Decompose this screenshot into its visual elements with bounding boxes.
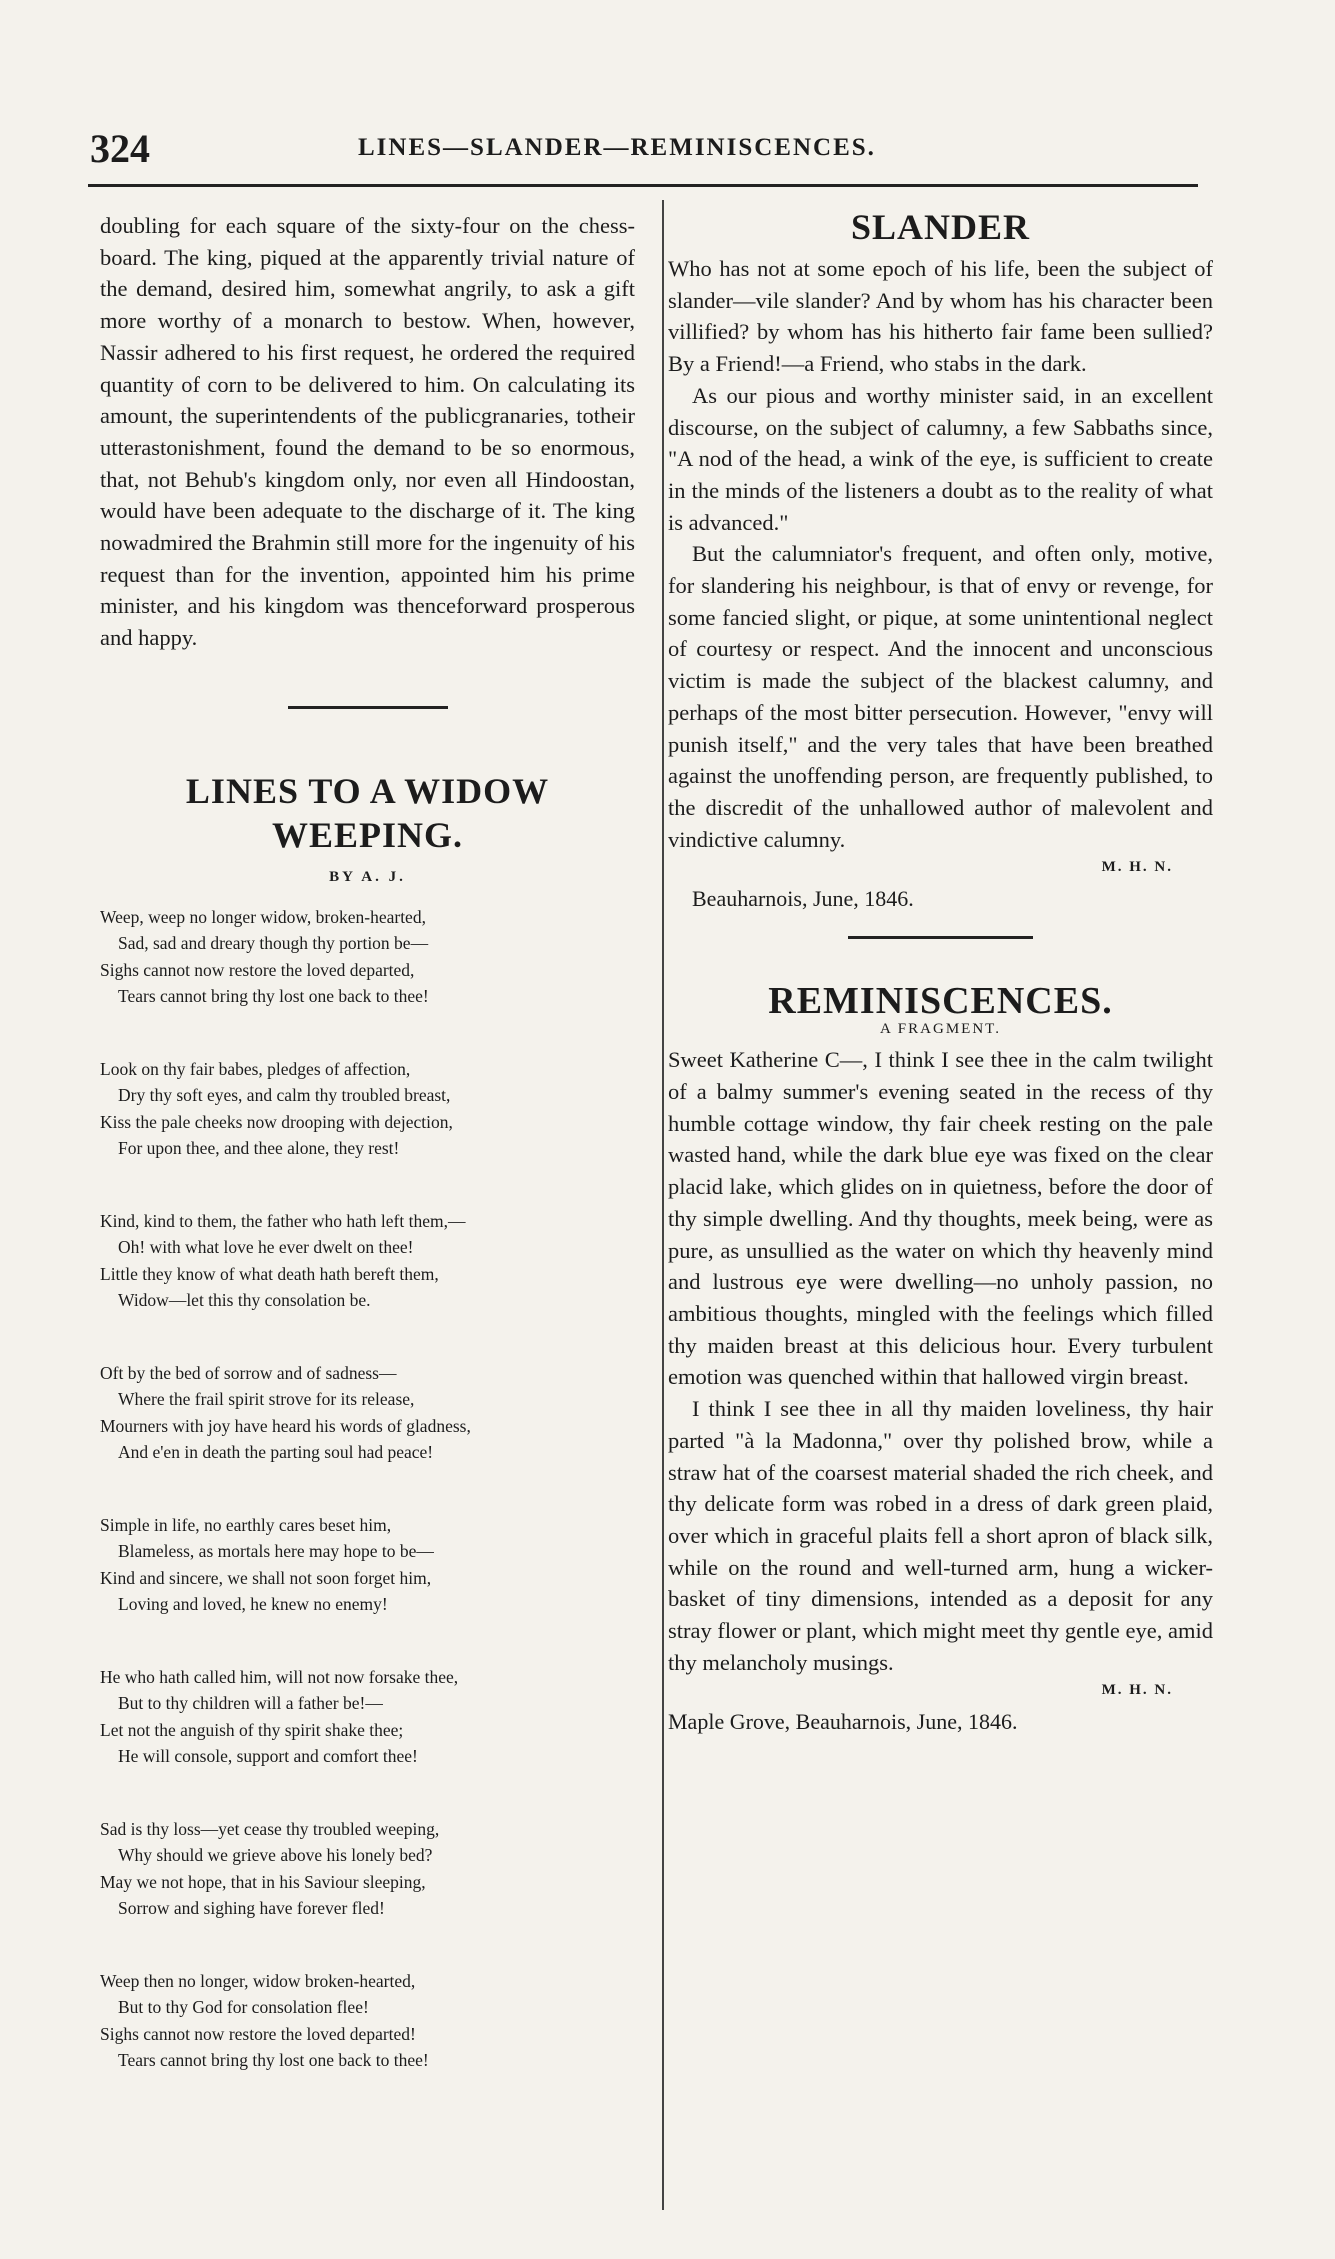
- reminiscences-place-date: Maple Grove, Beauharnois, June, 1846.: [668, 1709, 1018, 1735]
- poem-line: Oft by the bed of sorrow and of sadness—: [100, 1362, 397, 1383]
- poem-line: He will console, support and comfort thee!: [118, 1746, 418, 1767]
- section-divider: [848, 936, 1033, 939]
- poem-stanza: [100, 1968, 635, 2074]
- poem-line: Oh! with what love he ever dwelt on thee!: [118, 1237, 414, 1258]
- reminiscences-title: REMINISCENCES.: [768, 980, 1113, 1023]
- poem-line: Sorrow and sighing have forever fled!: [118, 1898, 385, 1919]
- poem-byline: BY A. J.: [329, 868, 406, 885]
- poem-line: Simple in life, no earthly cares beset him,: [100, 1514, 392, 1535]
- poem-line: Sad is thy loss—yet cease thy troubled weeping,: [100, 1818, 440, 1839]
- poem-title: LINES TO A WIDOW WEEPING.: [185, 770, 550, 855]
- header-rule: [88, 184, 1198, 187]
- slander-title: SLANDER: [850, 207, 1031, 247]
- poem-line: Why should we grieve above his lonely bed?: [118, 1845, 433, 1866]
- poem-stanza: [100, 1816, 635, 1922]
- poem-line: Blameless, as mortals here may hope to be—: [118, 1541, 434, 1562]
- slander-signature: M. H. N.: [1101, 859, 1173, 876]
- slander-paragraph: Who has not at some epoch of his life, been the subject of slander—vile slander? And by whom has his character been villified? by whom has his hitherto fair fame been sullied? By a Friend!—a Friend, who stabs in the dark.: [668, 256, 1213, 377]
- slander-paragraph: As our pious and worthy minister said, in an excellent discourse, on the subject of calumny, a few Sabbaths since, "A nod of the head, a wink of the eye, is sufficient to create in the minds of the listeners a doubt as to the reality of what is advanced.": [668, 382, 1213, 535]
- poem-line: Tears cannot bring thy lost one back to thee!: [118, 986, 429, 1007]
- poem-line: Where the frail spirit strove for its release,: [118, 1389, 415, 1410]
- poem-stanza: [100, 904, 635, 1010]
- poem-line: May we not hope, that in his Saviour sleeping,: [100, 1871, 426, 1892]
- poem-line: But to thy God for consolation flee!: [118, 1997, 369, 2018]
- poem-line: He who hath called him, will not now forsake thee,: [100, 1666, 459, 1687]
- poem-line: Widow—let this thy consolation be.: [118, 1290, 371, 1311]
- slander-place-date: Beauharnois, June, 1846.: [692, 886, 914, 912]
- poem-line: For upon thee, and thee alone, they rest!: [118, 1138, 400, 1159]
- poem-line: Kind, kind to them, the father who hath left them,—: [100, 1210, 466, 1231]
- poem-line: Sighs cannot now restore the loved departed,: [100, 959, 415, 980]
- poem-line: Kiss the pale cheeks now drooping with dejection,: [100, 1111, 453, 1132]
- poem-line: Mourners with joy have heard his words of gladness,: [100, 1415, 471, 1436]
- poem-stanza: [100, 1512, 635, 1618]
- poem-stanza: [100, 1056, 635, 1162]
- reminiscences-paragraph: Sweet Katherine C—, I think I see thee in the calm twilight of a balmy summer's evening seated in the recess of thy humble cottage window, thy fair cheek resting on the pale wasted hand, while the dark blue eye was fixed on the clear placid lake, which glides on in quietness, before the door of thy simple dwelling. And thy thoughts, meek being, were as pure, as unsullied as the water on which thy heavenly mind and lustrous eye were dwelling—no unholy passion, no ambitious thoughts, mingled with the feelings which filled thy maiden breast at this delicious hour. Every turbulent emotion was quenched within that hallowed virgin breast.: [668, 1047, 1213, 1390]
- poem-line: And e'en in death the parting soul had peace!: [118, 1442, 434, 1463]
- poem-line: Weep, weep no longer widow, broken-hearted,: [100, 906, 426, 927]
- reminiscences-subtitle: A FRAGMENT.: [880, 1021, 1001, 1038]
- poem-stanza: [100, 1208, 635, 1314]
- poem-line: But to thy children will a father be!—: [118, 1693, 383, 1714]
- right-column: [668, 205, 1213, 1737]
- poem-line: Look on thy fair babes, pledges of affection,: [100, 1058, 411, 1079]
- running-title: LINES—SLANDER—REMINISCENCES.: [358, 134, 876, 161]
- poem-line: Weep then no longer, widow broken-hearted,: [100, 1970, 416, 1991]
- poem-stanza: [100, 1360, 635, 1466]
- section-divider: [288, 706, 448, 709]
- slander-paragraph: But the calumniator's frequent, and often only, motive, for slandering his neighbour, is that of envy or revenge, for some fancied slight, or pique, at some unintentional neglect of courtesy or respect. And the innocent and unconscious victim is made the subject of the blackest calumny, and perhaps of the most bitter persecution. However, "envy will punish itself," and the very tales that have been breathed against the unoffending person, are frequently published, to the discredit of the unhallowed author of malevolent and vindictive calumny.: [668, 541, 1213, 852]
- page-header: [88, 125, 1198, 171]
- poem-line: Kind and sincere, we shall not soon forget him,: [100, 1567, 432, 1588]
- reminiscences-paragraph: I think I see thee in all thy maiden loveliness, thy hair parted "à la Madonna," over thy polished brow, while a straw hat of the coarsest material shaded the rich cheek, and thy delicate form was robed in a dress of dark green plaid, over which in graceful plaits fell a short apron of black silk, while on the round and well-turned arm, hung a wicker-basket of tiny dimensions, intended as a deposit for any stray flower or plant, which might meet thy gentle eye, amid thy melancholy musings.: [668, 1396, 1213, 1675]
- left-column: [100, 210, 635, 2074]
- poem-line: Sighs cannot now restore the loved departed!: [100, 2023, 416, 2044]
- poem-line: Sad, sad and dreary though thy portion be—: [118, 933, 429, 954]
- column-divider: [662, 200, 664, 2210]
- poem-line: Tears cannot bring thy lost one back to thee!: [118, 2050, 429, 2071]
- continued-article-text: doubling for each square of the sixty-four on the chess-board. The king, piqued at the apparently trivial nature of the demand, desired him, somewhat angrily, to ask a gift more worthy of a monarch to bestow. When, however, Nassir adhered to his first request, he ordered the required quantity of corn to be delivered to him. On calculating its amount, the superintendents of the publicgranaries, totheir utterastonishment, found the demand to be so enormous, that, not Behub's kingdom only, nor even all Hindoostan, would have been adequate to the discharge of it. The king nowadmired the Brahmin still more for the ingenuity of his request than for the invention, appointed him his prime minister, and his kingdom was thenceforward prosperous and happy.: [100, 213, 635, 651]
- poem-line: Let not the anguish of thy spirit shake thee;: [100, 1719, 404, 1740]
- page-number: 324: [90, 126, 150, 171]
- poem-line: Loving and loved, he knew no enemy!: [118, 1594, 388, 1615]
- poem-line: Little they know of what death hath bereft them,: [100, 1263, 439, 1284]
- reminiscences-signature: M. H. N.: [1101, 1682, 1173, 1699]
- poem-stanza: [100, 1664, 635, 1770]
- poem-line: Dry thy soft eyes, and calm thy troubled breast,: [118, 1085, 451, 1106]
